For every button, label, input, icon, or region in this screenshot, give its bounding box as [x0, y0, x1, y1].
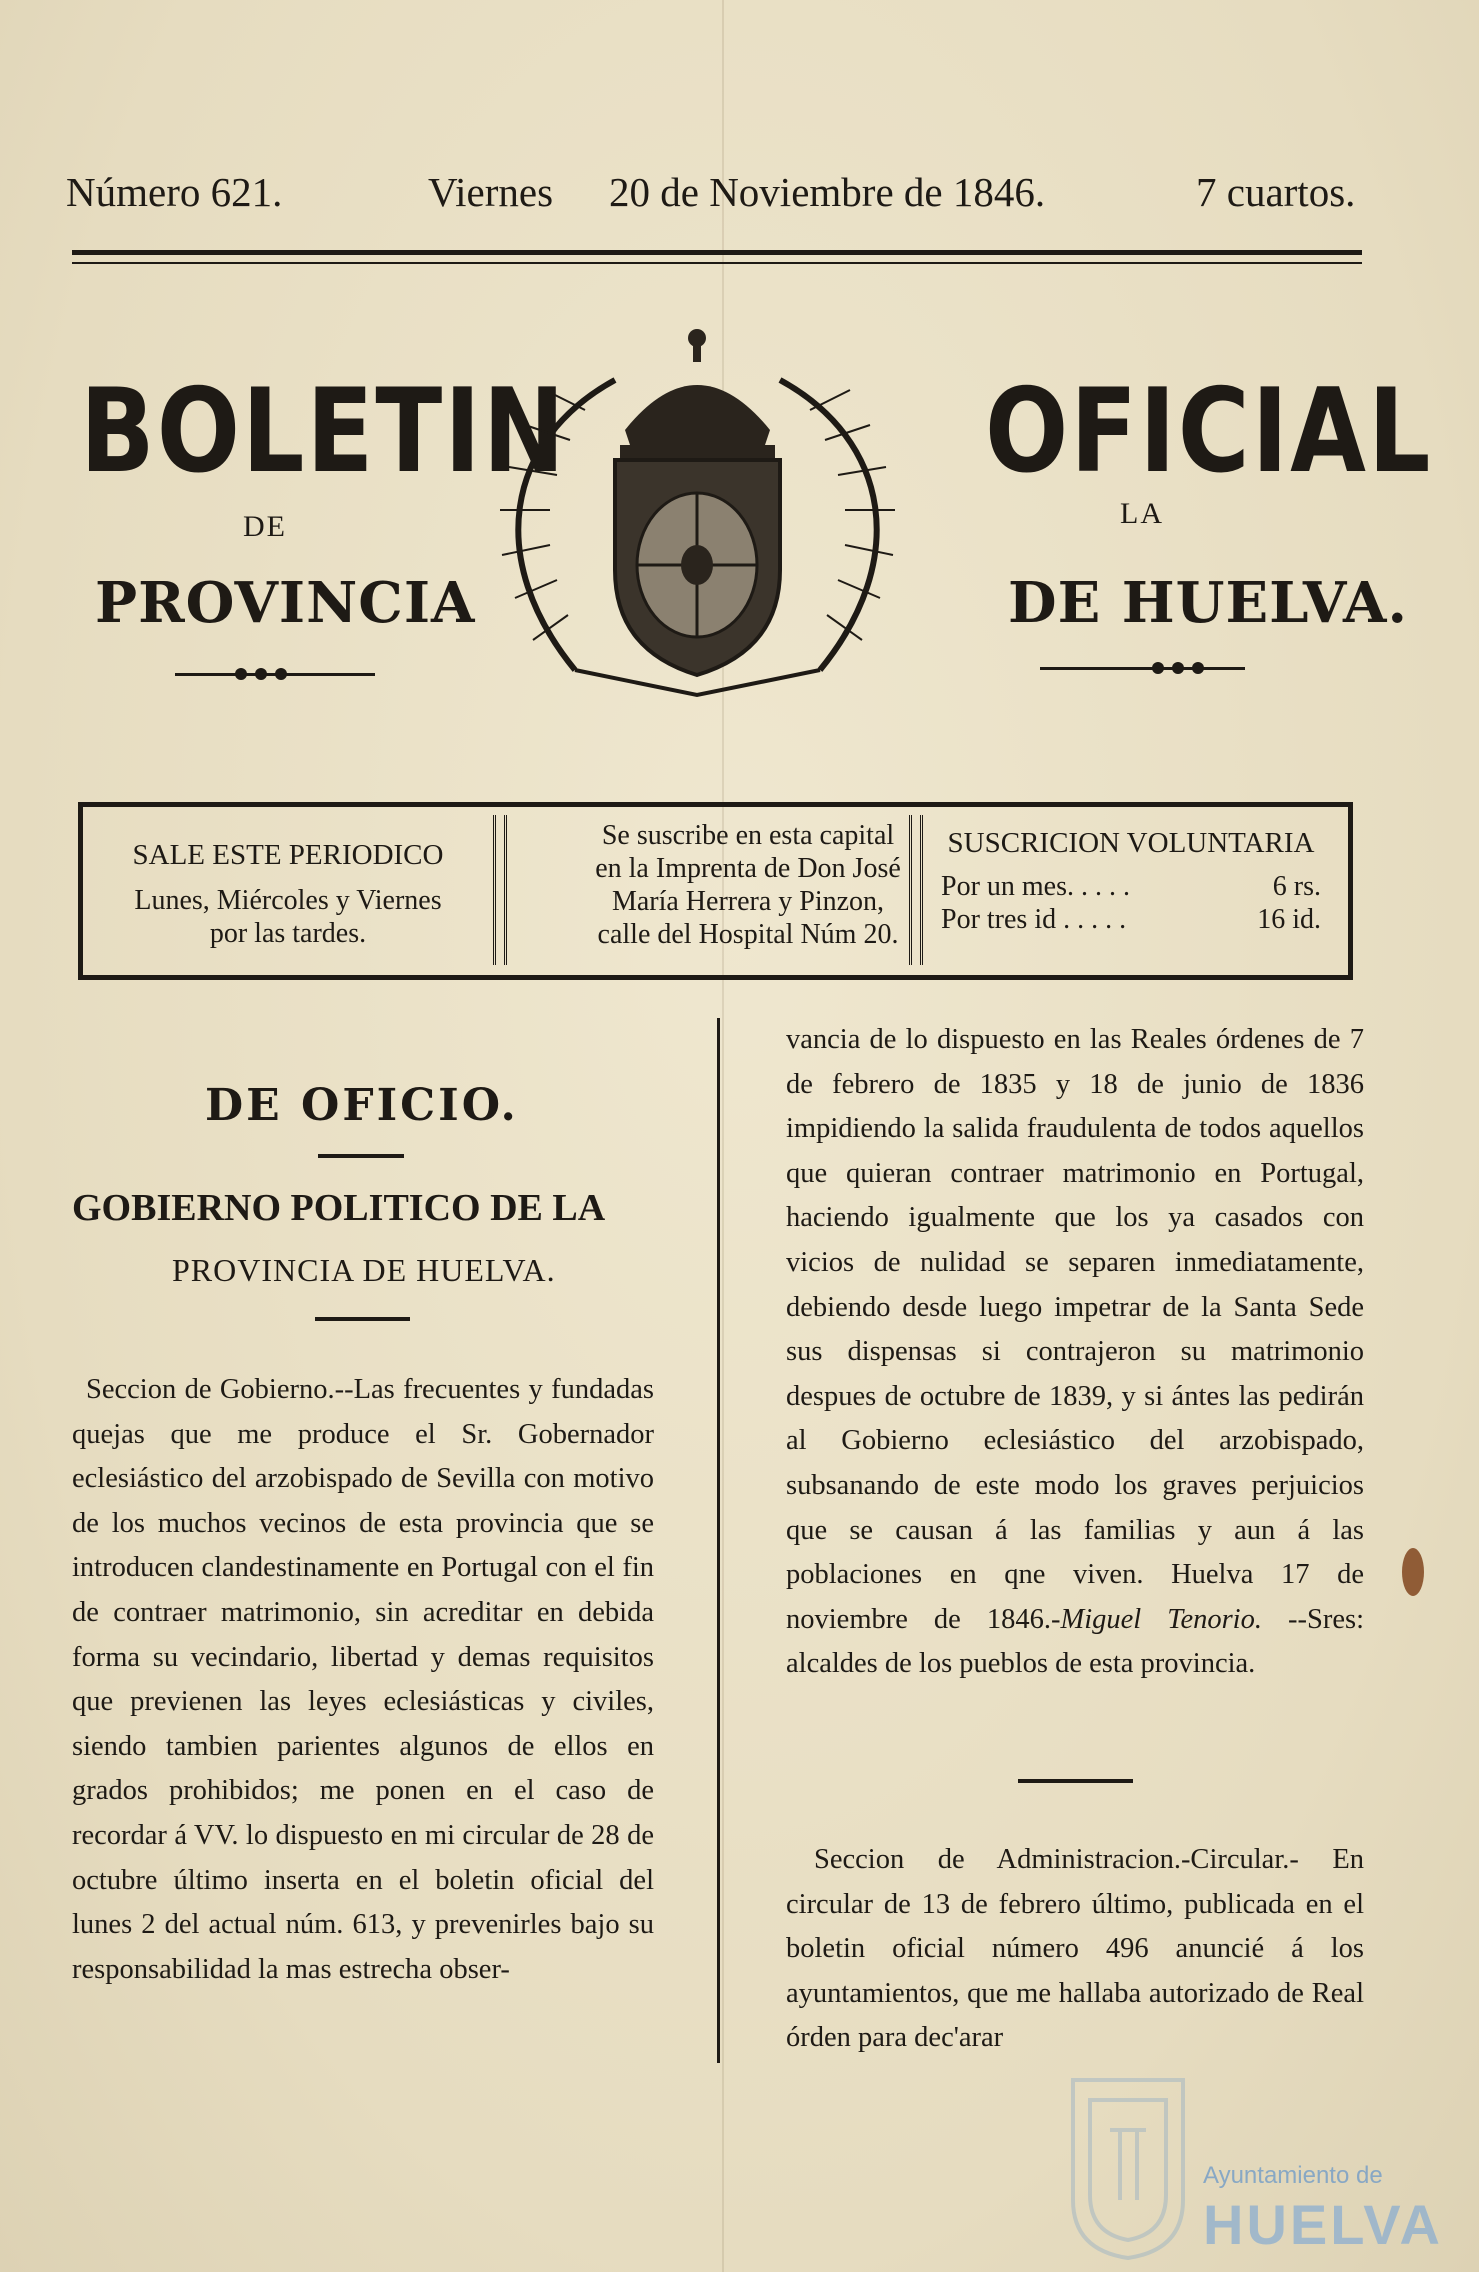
publication-schedule: SALE ESTE PERIODICO Lunes, Miércoles y Viernes por las tardes.	[132, 839, 444, 949]
watermark-text-ayuntamiento: Ayuntamiento de	[1203, 2162, 1383, 2189]
subscription-place: Se suscribe en esta capital en la Imprenta de Don José María Herrera y Pinzon, calle del Hospital Núm 20.	[595, 820, 901, 950]
subscription-prices: SUSCRICION VOLUNTARIA Por un mes. . . . . 6 rs. Por tres id . . . . . 16 id.	[931, 827, 1331, 936]
subtitle-provincia: PROVINCIA	[95, 570, 476, 636]
masthead-rule-thin	[72, 262, 1362, 264]
price-row: Por tres id . . . . . 16 id.	[941, 904, 1321, 935]
signature: Miguel Tenorio.	[1060, 1603, 1262, 1635]
issue-date: 20 de Noviembre de 1846.	[609, 169, 1046, 215]
title-oficial: OFICIAL	[985, 365, 1433, 500]
box-divider-right	[909, 815, 923, 965]
subtitle-de-huelva: DE HUELVA.	[1008, 570, 1408, 636]
info-box	[78, 802, 1353, 980]
section-heading-de-oficio: DE OFICIO.	[205, 1080, 519, 1131]
article-left-body: Seccion de Gobierno.--Las frecuentes y fundadas quejas que me produce el Sr. Gobernador eclesiástico del arzobispado de Sevilla con motivo de los muchos vecinos de esta provincia que se introducen clandestinamente en Portugal con el fin de contraer matrimonio, sin acreditar en debida forma su vecindario, libertad y demas requisitos que previenen las leyes eclesiásticas y civiles, siendo tambien parientes algunos de ellos en grados prohibidos; me ponen en el caso de recordar á VV. lo dispuesto en mi circular de 28 de octubre último inserta en el boletin oficial del lunes 2 del actual núm. 613, y prevenirles bajo su responsabilidad la mas estrecha obser-	[72, 1374, 654, 1985]
issue-number: Número 621.	[66, 169, 283, 215]
weekday: Viernes	[428, 169, 554, 215]
article-right-body: vancia de lo dispuesto en las Reales órdenes de 7 de febrero de 1835 y 18 de junio de 1836 impidiendo la salida fraudulenta de todos aquellos que quieran contraer matrimonio en Portugal, haciendo igualmente que los ya casados con vicios de nulidad se separen inmediatamente, debiendo desde luego impetrar de la Santa Sede sus dispensas si contrajeron su matrimonio despues de octubre de 1839, y si ántes las pedirán al Gobierno eclesiástico del arzobispado, subsanando de este modo los graves perjuicios que se causan á las familias y aun á las poblaciones en qne viven. Huelva 17 de noviembre de 1846.-Miguel Tenorio. --Sres: alcaldes de los pueblos de esta provincia.	[786, 1024, 1364, 1680]
dateline	[66, 168, 1366, 228]
heading-rule	[318, 1154, 404, 1158]
section-subtitle: PROVINCIA DE HUELVA.	[172, 1252, 556, 1288]
price: 7 cuartos.	[1196, 169, 1356, 215]
title-boletin: BOLETIN	[80, 365, 567, 500]
subtitle-rule	[315, 1317, 410, 1321]
word-la: LA	[1120, 497, 1164, 530]
ornament-left	[175, 670, 375, 678]
article-right-body-2: Seccion de Administracion.-Circular.- En circular de 13 de febrero último, publicada en el boletin oficial número 496 anuncié á los ayuntamientos, que me hallaba autorizado de Real órden para dec'arar	[786, 1844, 1364, 2054]
watermark-text-huelva: HUELVA	[1203, 2193, 1443, 2256]
ink-stain	[1402, 1548, 1424, 1596]
price-row: Por un mes. . . . . 6 rs.	[941, 871, 1321, 902]
masthead-rule-top	[72, 250, 1362, 255]
section-title: GOBIERNO POLITICO DE LA	[72, 1187, 606, 1229]
coat-of-arms-icon	[465, 320, 930, 700]
article-divider	[1018, 1779, 1133, 1783]
word-de: DE	[243, 510, 287, 543]
column-rule	[717, 1018, 720, 2063]
ornament-right	[1040, 664, 1245, 672]
box-divider-left	[493, 815, 507, 965]
